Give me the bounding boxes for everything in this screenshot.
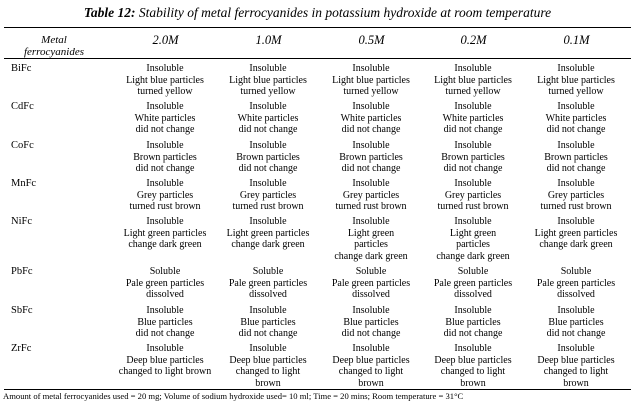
table-cell bbox=[420, 343, 526, 389]
cell-line: White particles bbox=[442, 112, 504, 124]
table-cell bbox=[420, 216, 526, 262]
table-cell bbox=[420, 140, 526, 175]
cell-line: change dark green bbox=[231, 239, 305, 251]
header-rule bbox=[4, 58, 631, 59]
table-cell bbox=[523, 63, 629, 98]
cell-line: White particles bbox=[545, 112, 607, 124]
table-cell bbox=[523, 343, 629, 389]
cell-line: turned rust brown bbox=[129, 201, 201, 213]
table-cell bbox=[523, 216, 629, 251]
table-cell bbox=[215, 178, 321, 213]
table-cell bbox=[318, 178, 424, 213]
cell-line: Insoluble bbox=[454, 101, 492, 112]
header-metal bbox=[4, 34, 104, 58]
cell-line: Insoluble bbox=[454, 305, 492, 316]
cell-line: turned yellow bbox=[240, 86, 296, 98]
cell-line: Light green bbox=[347, 227, 395, 239]
table-cell bbox=[112, 101, 218, 136]
cell-line: Insoluble bbox=[249, 101, 287, 112]
cell-line: Insoluble bbox=[249, 216, 287, 227]
cell-line: brown bbox=[460, 377, 486, 389]
cell-line: Insoluble bbox=[454, 140, 492, 151]
table-cell bbox=[523, 101, 629, 136]
cell-line: Light green particles bbox=[226, 227, 310, 239]
cell-line: turned yellow bbox=[548, 86, 604, 98]
cell-line: Insoluble bbox=[352, 140, 390, 151]
cell-line: brown bbox=[563, 377, 589, 389]
cell-line: did not change bbox=[443, 328, 503, 340]
cell-line: Insoluble bbox=[454, 63, 492, 74]
cell-line: Deep blue particles bbox=[537, 354, 615, 366]
table-cell bbox=[318, 266, 424, 301]
cell-line: Soluble bbox=[355, 266, 387, 277]
cell-line: Insoluble bbox=[557, 216, 595, 227]
cell-line: Insoluble bbox=[557, 63, 595, 74]
cell-line: turned rust brown bbox=[232, 201, 304, 213]
table-cell bbox=[112, 140, 218, 175]
header-concentration: 1.0M bbox=[255, 33, 282, 47]
cell-line: Pale green particles bbox=[228, 277, 308, 289]
cell-line: Insoluble bbox=[249, 63, 287, 74]
cell-line: brown bbox=[358, 377, 384, 389]
cell-line: Insoluble bbox=[146, 140, 184, 151]
cell-line: Brown particles bbox=[441, 151, 505, 163]
cell-line: Insoluble bbox=[146, 343, 184, 354]
cell-line: Brown particles bbox=[339, 151, 403, 163]
cell-line: Deep blue particles bbox=[434, 354, 512, 366]
cell-line: changed to light bbox=[440, 366, 506, 378]
cell-line: dissolved bbox=[352, 289, 390, 301]
cell-line: Insoluble bbox=[146, 101, 184, 112]
metal-name: CdFc bbox=[11, 101, 34, 112]
cell-line: Pale green particles bbox=[331, 277, 411, 289]
cell-line: Insoluble bbox=[454, 343, 492, 354]
table-cell bbox=[523, 266, 629, 301]
cell-line: Grey particles bbox=[239, 189, 297, 201]
cell-line: change dark green bbox=[539, 239, 613, 251]
cell-line: change dark green bbox=[436, 250, 510, 262]
cell-line: did not change bbox=[443, 124, 503, 136]
table-cell bbox=[112, 178, 218, 213]
table-cell bbox=[112, 343, 218, 378]
cell-line: Light blue particles bbox=[537, 74, 615, 86]
cell-line: Light green particles bbox=[123, 227, 207, 239]
table-cell bbox=[318, 216, 424, 262]
cell-line: Deep blue particles bbox=[229, 354, 307, 366]
cell-line: Soluble bbox=[252, 266, 284, 277]
table-cell bbox=[215, 101, 321, 136]
cell-line: changed to light bbox=[543, 366, 609, 378]
cell-line: Brown particles bbox=[544, 151, 608, 163]
cell-line: did not change bbox=[341, 163, 401, 175]
cell-line: dissolved bbox=[146, 289, 184, 301]
cell-line: turned rust brown bbox=[335, 201, 407, 213]
cell-line: Blue particles bbox=[240, 316, 296, 328]
table-cell bbox=[215, 266, 321, 301]
table-caption-label: Table 12: bbox=[83, 5, 136, 20]
cell-line: Insoluble bbox=[557, 178, 595, 189]
cell-line: Light green particles bbox=[534, 227, 618, 239]
header-metal-line1: Metal bbox=[41, 34, 67, 46]
cell-line: Insoluble bbox=[352, 178, 390, 189]
cell-line: change dark green bbox=[128, 239, 202, 251]
cell-line: dissolved bbox=[454, 289, 492, 301]
cell-line: brown bbox=[255, 377, 281, 389]
header-concentration: 0.2M bbox=[460, 33, 487, 47]
cell-line: did not change bbox=[546, 163, 606, 175]
cell-line: Pale green particles bbox=[125, 277, 205, 289]
cell-line: did not change bbox=[135, 124, 195, 136]
cell-line: Brown particles bbox=[236, 151, 300, 163]
table-caption-text: Stability of metal ferrocyanides in potassium hydroxide at room temperature bbox=[138, 5, 552, 20]
cell-line: Blue particles bbox=[445, 316, 501, 328]
top-rule bbox=[4, 27, 631, 28]
cell-line: Grey particles bbox=[342, 189, 400, 201]
cell-line: particles bbox=[354, 239, 388, 251]
table-cell bbox=[215, 305, 321, 340]
metal-name: SbFc bbox=[11, 305, 33, 316]
cell-line: Soluble bbox=[560, 266, 592, 277]
table-cell bbox=[318, 101, 424, 136]
cell-line: Pale green particles bbox=[433, 277, 513, 289]
table-cell bbox=[215, 140, 321, 175]
table-cell bbox=[215, 343, 321, 389]
cell-line: Light blue particles bbox=[229, 74, 307, 86]
table-cell bbox=[318, 305, 424, 340]
table-cell bbox=[318, 63, 424, 98]
metal-name: NiFc bbox=[11, 216, 32, 227]
cell-line: Light green bbox=[449, 227, 497, 239]
cell-line: Insoluble bbox=[352, 216, 390, 227]
cell-line: turned yellow bbox=[445, 86, 501, 98]
cell-line: Deep blue particles bbox=[126, 354, 204, 366]
cell-line: did not change bbox=[238, 124, 298, 136]
cell-line: Insoluble bbox=[146, 178, 184, 189]
cell-line: Insoluble bbox=[557, 305, 595, 316]
cell-line: Insoluble bbox=[249, 343, 287, 354]
cell-line: Insoluble bbox=[146, 216, 184, 227]
cell-line: dissolved bbox=[557, 289, 595, 301]
table-cell bbox=[112, 266, 218, 301]
cell-line: Light blue particles bbox=[434, 74, 512, 86]
table-cell bbox=[215, 216, 321, 251]
cell-line: turned rust brown bbox=[437, 201, 509, 213]
cell-line: did not change bbox=[135, 163, 195, 175]
cell-line: changed to light bbox=[235, 366, 301, 378]
cell-line: turned rust brown bbox=[540, 201, 612, 213]
table-cell bbox=[215, 63, 321, 98]
table-cell bbox=[420, 266, 526, 301]
cell-line: did not change bbox=[341, 124, 401, 136]
header-metal-line2: ferrocyanides bbox=[23, 46, 85, 58]
table-cell bbox=[523, 140, 629, 175]
cell-line: did not change bbox=[443, 163, 503, 175]
cell-line: turned yellow bbox=[343, 86, 399, 98]
header-concentration: 0.5M bbox=[358, 33, 385, 47]
table-cell bbox=[420, 101, 526, 136]
cell-line: Pale green particles bbox=[536, 277, 616, 289]
cell-line: Blue particles bbox=[343, 316, 399, 328]
metal-name: ZrFc bbox=[11, 343, 32, 354]
table-cell bbox=[318, 343, 424, 389]
cell-line: Soluble bbox=[457, 266, 489, 277]
cell-line: particles bbox=[456, 239, 490, 251]
cell-line: Light blue particles bbox=[126, 74, 204, 86]
cell-line: Insoluble bbox=[557, 343, 595, 354]
metal-name: PbFc bbox=[11, 266, 33, 277]
cell-line: Insoluble bbox=[352, 343, 390, 354]
cell-line: Insoluble bbox=[557, 140, 595, 151]
metal-name: MnFc bbox=[11, 178, 37, 189]
cell-line: Light blue particles bbox=[332, 74, 410, 86]
cell-line: did not change bbox=[341, 328, 401, 340]
cell-line: Insoluble bbox=[557, 101, 595, 112]
cell-line: White particles bbox=[134, 112, 196, 124]
metal-name: BiFc bbox=[11, 63, 32, 74]
cell-line: Blue particles bbox=[137, 316, 193, 328]
cell-line: Blue particles bbox=[548, 316, 604, 328]
cell-line: Insoluble bbox=[454, 216, 492, 227]
header-concentration: 2.0M bbox=[152, 33, 179, 47]
cell-line: changed to light bbox=[338, 366, 404, 378]
cell-line: dissolved bbox=[249, 289, 287, 301]
cell-line: Insoluble bbox=[352, 101, 390, 112]
table-cell bbox=[420, 63, 526, 98]
cell-line: did not change bbox=[546, 328, 606, 340]
cell-line: turned yellow bbox=[137, 86, 193, 98]
table-cell bbox=[523, 178, 629, 213]
cell-line: Grey particles bbox=[444, 189, 502, 201]
table-cell bbox=[112, 216, 218, 251]
cell-line: did not change bbox=[546, 124, 606, 136]
metal-name: CoFc bbox=[11, 140, 34, 151]
cell-line: did not change bbox=[238, 163, 298, 175]
cell-line: Grey particles bbox=[136, 189, 194, 201]
cell-line: Insoluble bbox=[146, 305, 184, 316]
cell-line: Soluble bbox=[149, 266, 181, 277]
table-cell bbox=[420, 178, 526, 213]
cell-line: change dark green bbox=[334, 250, 408, 262]
cell-line: Brown particles bbox=[133, 151, 197, 163]
table-caption bbox=[0, 5, 635, 21]
cell-line: Insoluble bbox=[249, 305, 287, 316]
cell-line: Insoluble bbox=[249, 178, 287, 189]
table-footnote: Amount of metal ferrocyanides used = 20 mg; Volume of sodium hydroxide used= 10 ml; Time = 20 mins; Room temperature = 31°C bbox=[3, 391, 464, 401]
table-cell bbox=[112, 63, 218, 98]
cell-line: Insoluble bbox=[352, 63, 390, 74]
cell-line: Grey particles bbox=[547, 189, 605, 201]
table-cell bbox=[318, 140, 424, 175]
table-cell bbox=[112, 305, 218, 340]
cell-line: Deep blue particles bbox=[332, 354, 410, 366]
cell-line: changed to light brown bbox=[118, 366, 212, 378]
cell-line: Insoluble bbox=[146, 63, 184, 74]
cell-line: Insoluble bbox=[454, 178, 492, 189]
table-cell bbox=[523, 305, 629, 340]
cell-line: did not change bbox=[135, 328, 195, 340]
cell-line: White particles bbox=[237, 112, 299, 124]
header-concentration: 0.1M bbox=[563, 33, 590, 47]
cell-line: White particles bbox=[340, 112, 402, 124]
cell-line: Insoluble bbox=[352, 305, 390, 316]
cell-line: Insoluble bbox=[249, 140, 287, 151]
table-cell bbox=[420, 305, 526, 340]
cell-line: did not change bbox=[238, 328, 298, 340]
